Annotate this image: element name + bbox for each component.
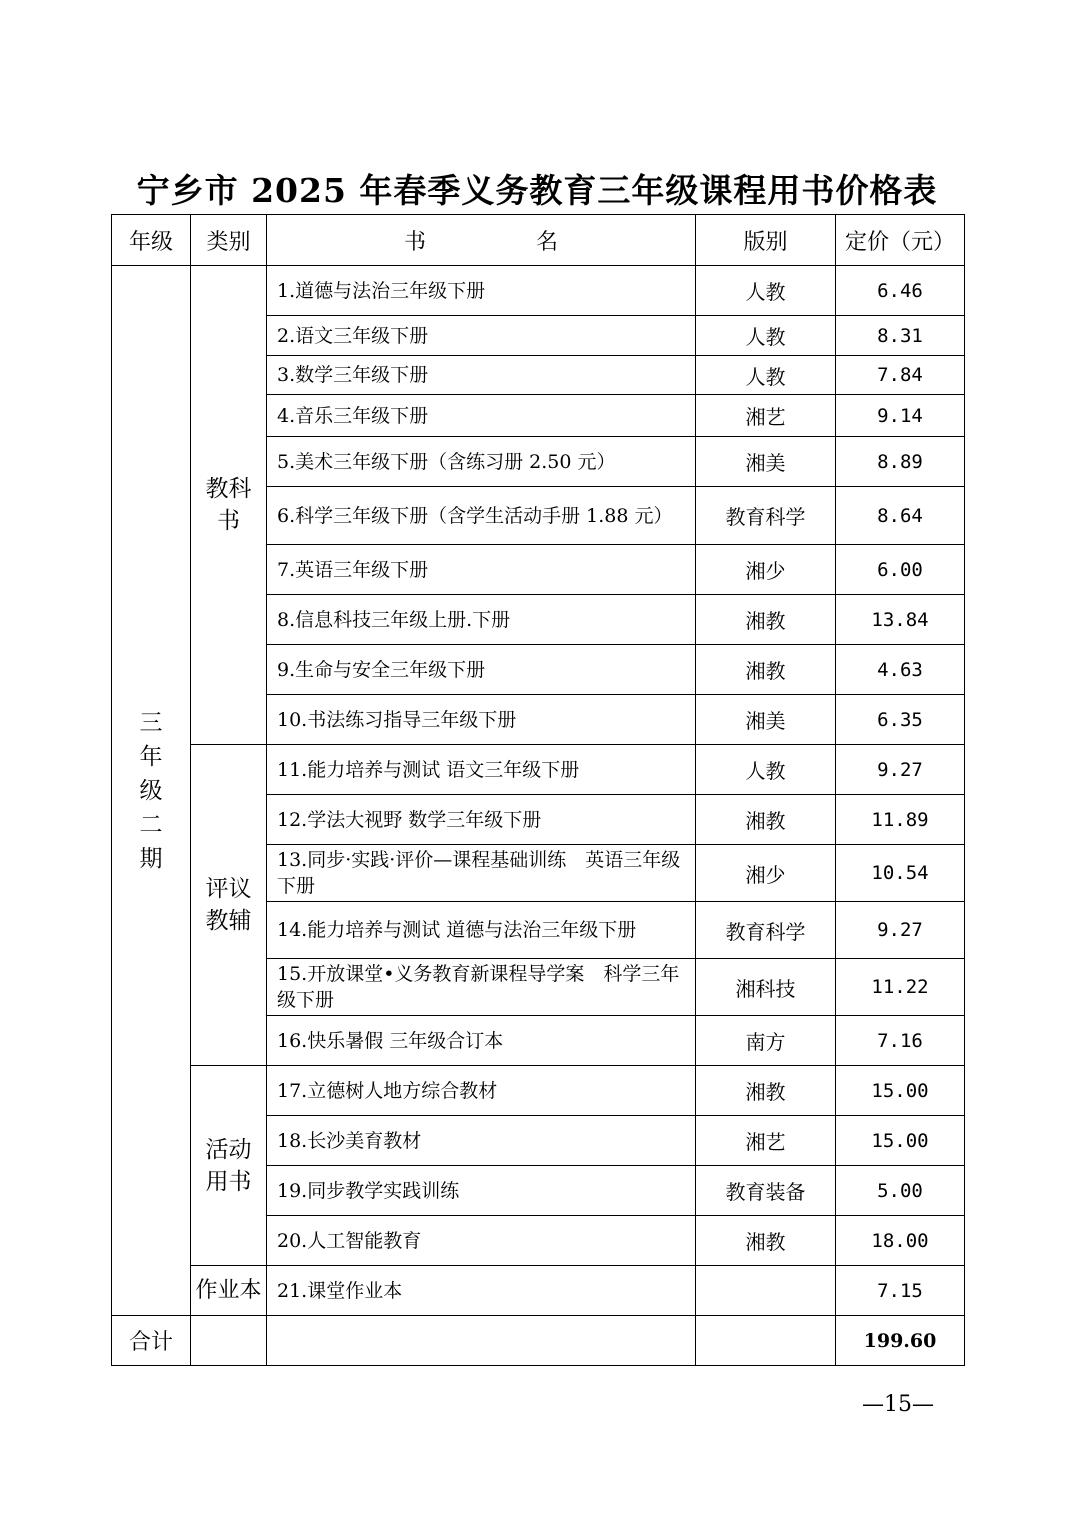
book-edition: 湘艺: [696, 1116, 836, 1166]
book-edition: 湘教: [696, 795, 836, 845]
category-label: 教科书: [205, 476, 252, 534]
book-price: 15.00: [836, 1066, 965, 1116]
book-price: 7.84: [836, 356, 965, 395]
book-price: 6.00: [836, 545, 965, 595]
total-row: [112, 1316, 965, 1366]
header-book-name: 书 名: [267, 215, 696, 266]
page-title: 宁乡市 2025 年春季义务教育三年级课程用书价格表: [136, 171, 938, 210]
book-price: 7.15: [836, 1266, 965, 1316]
book-name: 8.信息科技三年级上册.下册: [267, 595, 696, 645]
table-row: [112, 266, 965, 316]
table-row: [112, 1066, 965, 1116]
category-activity: [191, 1066, 267, 1266]
table-row: [112, 1266, 965, 1316]
book-name: 7.英语三年级下册: [267, 545, 696, 595]
page-number: —15—: [862, 1392, 934, 1417]
category-label: 作业本: [195, 1278, 262, 1303]
book-name: 6.科学三年级下册（含学生活动手册 1.88 元）: [267, 487, 696, 545]
price-table: [111, 214, 965, 1366]
book-name: 14.能力培养与测试 道德与法治三年级下册: [267, 902, 696, 959]
book-price: 10.54: [836, 845, 965, 902]
header-grade: 年级: [112, 215, 191, 266]
book-price: 8.31: [836, 316, 965, 356]
empty-cell: [267, 1316, 696, 1366]
book-price: 9.27: [836, 902, 965, 959]
category-tutorial: [191, 745, 267, 1066]
book-price: 13.84: [836, 595, 965, 645]
book-edition: 人教: [696, 356, 836, 395]
book-name: 10.书法练习指导三年级下册: [267, 695, 696, 745]
category-homework: [191, 1266, 267, 1316]
book-price: 6.46: [836, 266, 965, 316]
book-price: 11.22: [836, 959, 965, 1016]
book-name: 12.学法大视野 数学三年级下册: [267, 795, 696, 845]
book-name: 21.课堂作业本: [267, 1266, 696, 1316]
book-name: 5.美术三年级下册（含练习册 2.50 元）: [267, 437, 696, 487]
book-edition: 湘美: [696, 437, 836, 487]
book-name: 20.人工智能教育: [267, 1216, 696, 1266]
book-price: 7.16: [836, 1016, 965, 1066]
header-row: [112, 215, 965, 266]
empty-cell: [191, 1316, 267, 1366]
book-name: 2.语文三年级下册: [267, 316, 696, 356]
category-label: 评议教辅: [205, 876, 252, 934]
book-name: 11.能力培养与测试 语文三年级下册: [267, 745, 696, 795]
book-edition: 南方: [696, 1016, 836, 1066]
book-edition: 人教: [696, 745, 836, 795]
book-edition: 湘教: [696, 1216, 836, 1266]
book-edition: 湘科技: [696, 959, 836, 1016]
book-edition: 湘少: [696, 845, 836, 902]
book-price: 9.27: [836, 745, 965, 795]
book-price: 4.63: [836, 645, 965, 695]
book-name: 3.数学三年级下册: [267, 356, 696, 395]
book-price: 6.35: [836, 695, 965, 745]
book-price: 11.89: [836, 795, 965, 845]
book-edition: 湘艺: [696, 395, 836, 437]
book-name: 4.音乐三年级下册: [267, 395, 696, 437]
book-price: 5.00: [836, 1166, 965, 1216]
grade-label: 三年级二期: [139, 709, 163, 872]
book-edition: 教育装备: [696, 1166, 836, 1216]
header-edition: 版别: [696, 215, 836, 266]
book-name: 16.快乐暑假 三年级合订本: [267, 1016, 696, 1066]
book-edition: 教育科学: [696, 487, 836, 545]
book-edition: 人教: [696, 266, 836, 316]
total-label: 合计: [112, 1316, 191, 1366]
book-price: 8.89: [836, 437, 965, 487]
book-name: 1.道德与法治三年级下册: [267, 266, 696, 316]
book-edition: 湘少: [696, 545, 836, 595]
header-category: 类别: [191, 215, 267, 266]
book-name: 17.立德树人地方综合教材: [267, 1066, 696, 1116]
book-name: 9.生命与安全三年级下册: [267, 645, 696, 695]
book-name: 13.同步·实践·评价—课程基础训练 英语三年级下册: [267, 845, 696, 902]
book-edition: [696, 1266, 836, 1316]
book-price: 18.00: [836, 1216, 965, 1266]
book-edition: 湘教: [696, 1066, 836, 1116]
total-value: 199.60: [836, 1316, 965, 1366]
category-label: 活动用书: [205, 1136, 252, 1195]
book-edition: 湘教: [696, 595, 836, 645]
book-price: 9.14: [836, 395, 965, 437]
book-edition: 湘美: [696, 695, 836, 745]
book-name: 19.同步教学实践训练: [267, 1166, 696, 1216]
empty-cell: [696, 1316, 836, 1366]
table-row: [112, 745, 965, 795]
book-edition: 湘教: [696, 645, 836, 695]
book-price: 8.64: [836, 487, 965, 545]
grade-cell: [112, 266, 191, 1316]
book-edition: 教育科学: [696, 902, 836, 959]
book-price: 15.00: [836, 1116, 965, 1166]
book-name: 18.长沙美育教材: [267, 1116, 696, 1166]
header-price: 定价（元）: [836, 215, 965, 266]
category-textbook: [191, 266, 267, 745]
book-edition: 人教: [696, 316, 836, 356]
book-name: 15.开放课堂•义务教育新课程导学案 科学三年级下册: [267, 959, 696, 1016]
